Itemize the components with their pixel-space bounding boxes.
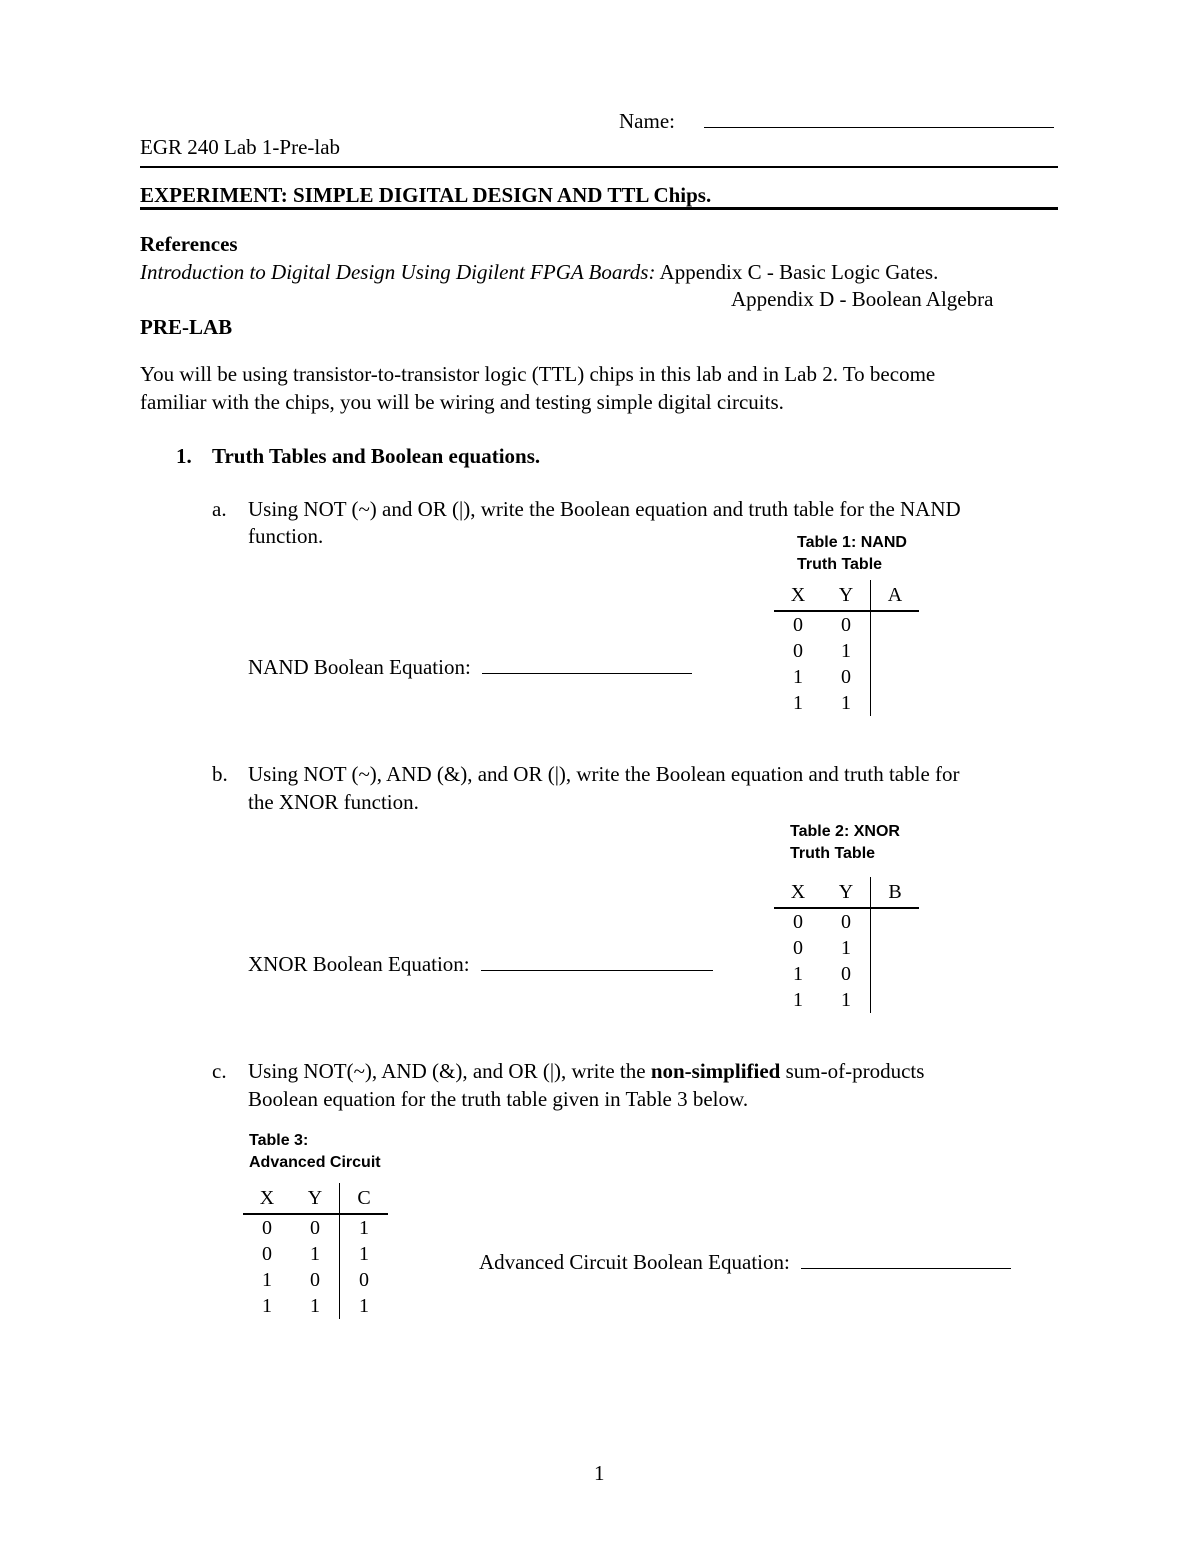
table-cell: 0 [793,937,803,959]
table-cell: 1 [841,989,851,1011]
page-number: 1 [594,1461,605,1485]
table-cell-output: 1 [340,1241,389,1267]
part-a-line1: Using NOT (~) and OR (|), write the Boolean equation and truth table for the NAND [248,497,961,521]
xnor-equation-blank[interactable] [481,952,713,971]
table-header-output: B [871,877,920,908]
table-row [774,664,919,690]
table-cell: 0 [841,911,851,933]
table-cell: 1 [262,1295,272,1317]
table2-caption [790,821,900,865]
table-cell: 0 [793,911,803,933]
prelab-intro-line2: familiar with the chips, you will be wiring and testing simple digital circuits. [140,390,784,414]
table-header-y: Y [822,580,871,611]
table-header-output: A [871,580,920,611]
references-heading: References [140,232,238,256]
advanced-equation-row [479,1249,1011,1275]
table-cell-output [871,908,920,935]
part-c-letter: c. [212,1059,227,1083]
table3-caption [249,1130,381,1174]
table-cell: 1 [262,1269,272,1291]
table-cell: 1 [841,640,851,662]
table3-caption-line1: Table 3: [249,1132,309,1149]
table-cell: 1 [793,692,803,714]
table3-advanced-circuit-table [243,1183,388,1319]
table-cell-output [871,961,920,987]
table-row [774,935,919,961]
table1-nand-truth-table [774,580,919,716]
table2-caption-line1: Table 2: XNOR [790,823,900,840]
table-cell-output [871,638,920,664]
table-header-row [774,580,919,611]
part-c-line2: Boolean equation for the truth table given in Table 3 below. [248,1087,749,1111]
table-cell: 0 [262,1243,272,1265]
table-header-x: X [774,877,822,908]
table-cell: 0 [841,963,851,985]
table-row [243,1293,388,1319]
nand-equation-blank[interactable] [482,655,692,674]
table2-caption-line2: Truth Table [790,845,876,862]
course-line: EGR 240 Lab 1-Pre-lab [140,135,341,159]
table-cell: 1 [793,666,803,688]
table-cell-output [871,690,920,716]
xnor-equation-label: XNOR Boolean Equation: [248,952,470,976]
table-cell-output [871,664,920,690]
table1-caption-line2: Truth Table [797,556,883,573]
table-cell: 1 [793,989,803,1011]
table-row [774,987,919,1013]
table-header-output: C [340,1183,389,1214]
table-header-x: X [774,580,822,611]
reference-book-title: Introduction to Digital Design Using Digilent FPGA Boards: [140,260,656,284]
table-cell-output: 1 [340,1214,389,1241]
table-row [774,638,919,664]
table-cell: 0 [793,640,803,662]
xnor-equation-row [248,951,713,977]
table-row [774,611,919,638]
table-row [774,690,919,716]
table-cell: 1 [793,963,803,985]
prelab-intro-line1: You will be using transistor-to-transistor logic (TTL) chips in this lab and in Lab 2. To become [140,362,936,386]
part-c-line1-after: sum-of-products [785,1059,925,1083]
table-cell: 1 [841,692,851,714]
part-b-line2: the XNOR function. [248,790,419,814]
table-cell-output: 1 [340,1293,389,1319]
table-header-y: Y [291,1183,340,1214]
name-blank-line [704,109,1054,128]
part-a-line2: function. [248,524,324,548]
table-cell: 0 [310,1269,320,1291]
table-cell: 0 [841,614,851,636]
table-header-y: Y [822,877,871,908]
table-row [774,961,919,987]
nand-equation-label: NAND Boolean Equation: [248,655,471,679]
table-header-row [243,1183,388,1214]
advanced-equation-label: Advanced Circuit Boolean Equation: [479,1250,790,1274]
reference-appendix-c: Appendix C - Basic Logic Gates. [659,260,939,284]
part-c-line1 [248,1058,924,1084]
reference-line [140,259,938,285]
table-cell: 0 [262,1217,272,1239]
table-cell: 1 [310,1295,320,1317]
table-row [774,908,919,935]
table-header-row [774,877,919,908]
name-label: Name: [619,109,675,133]
table-cell: 1 [841,937,851,959]
name-field-row [619,108,1054,134]
table-cell: 0 [793,614,803,636]
section-title: Truth Tables and Boolean equations. [212,444,541,468]
title-rule [140,207,1058,210]
advanced-equation-blank[interactable] [801,1250,1011,1269]
part-c-line1-bold: non-simplified [650,1059,781,1083]
part-a-letter: a. [212,497,227,521]
table1-caption-line1: Table 1: NAND [797,534,907,551]
table-cell-output [871,935,920,961]
part-c-line1-before: Using NOT(~), AND (&), and OR (|), write the [248,1059,646,1083]
table1-caption [797,532,907,576]
experiment-title: EXPERIMENT: SIMPLE DIGITAL DESIGN AND TTL Chips. [140,183,712,207]
table2-xnor-truth-table [774,877,919,1013]
reference-appendix-d: Appendix D - Boolean Algebra [731,287,994,311]
table-cell: 0 [841,666,851,688]
table-header-x: X [243,1183,291,1214]
top-rule [140,166,1058,168]
table-row [243,1267,388,1293]
section-number: 1. [176,444,192,468]
table-cell-output [871,987,920,1013]
table-cell: 1 [310,1243,320,1265]
table3-caption-line2: Advanced Circuit [249,1154,381,1171]
table-cell-output: 0 [340,1267,389,1293]
nand-equation-row [248,654,692,680]
part-b-letter: b. [212,762,228,786]
table-row [243,1241,388,1267]
table-row [243,1214,388,1241]
table-cell: 0 [310,1217,320,1239]
part-b-line1: Using NOT (~), AND (&), and OR (|), write the Boolean equation and truth table for [248,762,960,786]
table-cell-output [871,611,920,638]
prelab-heading: PRE-LAB [140,315,233,339]
